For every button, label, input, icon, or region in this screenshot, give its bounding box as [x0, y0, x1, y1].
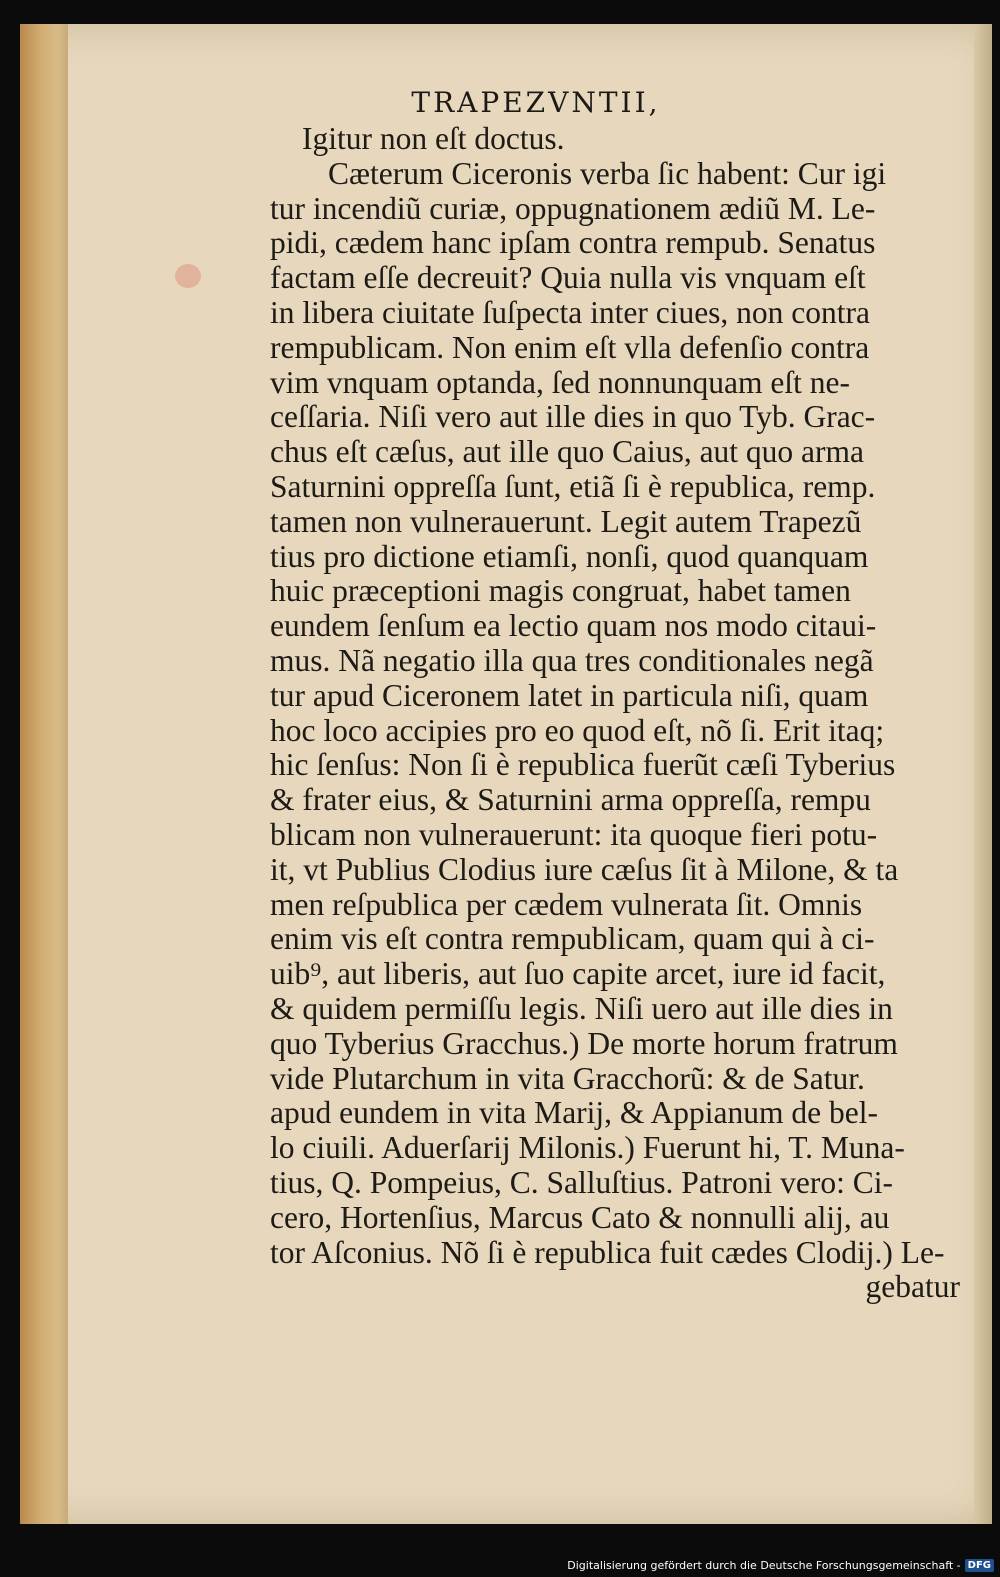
text-line: chus eſt cæſus, aut ille quo Caius, aut quo arma: [270, 434, 865, 470]
text-line: lo ciuili. Aduerſarij Milonis.) Fuerunt hi, T. Muna-: [270, 1130, 905, 1166]
text-line: & frater eius, & Saturnini arma oppreſſa, rempu: [270, 782, 871, 818]
text-line: rempublicam. Non enim eſt vlla defenſio contra: [270, 329, 870, 365]
text-line: tius, Q. Pompeius, C. Salluſtius. Patroni vero: Ci-: [270, 1164, 894, 1200]
text-line: pidi, cædem hanc ipſam contra rempub. Senatus: [270, 225, 876, 261]
page-right-edge: [974, 24, 992, 1524]
text-line: tor Aſconius. Nõ ſi è republica fuit cædes Clodij.) Le-: [270, 1234, 945, 1270]
catchword: gebatur: [865, 1269, 960, 1305]
running-header: TRAPEZVNTII,: [411, 86, 661, 119]
digitization-credit: [567, 1555, 994, 1575]
text-line: Igitur non eſt doctus.: [302, 121, 565, 156]
text-line: Saturnini oppreſſa ſunt, etiã ſi è republica, remp.: [270, 468, 876, 504]
dfg-logo: DFG: [965, 1559, 994, 1572]
text-line: vide Plutarchum in vita Gracchorũ: & de Satur.: [270, 1060, 865, 1096]
page-stain: [175, 264, 201, 288]
text-line: mus. Nã negatio illa qua tres conditionales negã: [270, 642, 874, 678]
text-block: [270, 122, 970, 1305]
text-line: tius pro dictione etiamſi, nonſi, quod quanquam: [270, 538, 869, 574]
book-page: [20, 24, 992, 1524]
text-line: blicam non vulnerauerunt: ita quoque fieri potu-: [270, 816, 878, 852]
text-line: in libera ciuitate ſuſpecta inter ciues, non contra: [270, 294, 871, 330]
book-binding-edge: [20, 24, 68, 1524]
text-line: ceſſaria. Niſi vero aut ille dies in quo Tyb. Grac-: [270, 399, 876, 435]
text-line: enim vis eſt contra rempublicam, quam qui à ci-: [270, 921, 875, 957]
text-line: hoc loco accipies pro eo quod eſt, nõ ſi. Erit itaq;: [270, 712, 885, 748]
text-line: tur incendiũ curiæ, oppugnationem ædiũ M. Le-: [270, 190, 876, 226]
text-line: tamen non vulnerauerunt. Legit autem Trapezũ: [270, 503, 862, 539]
text-line: hic ſenſus: Non ſi è republica fuerũt cæſi Tyberius: [270, 747, 896, 783]
text-line: men reſpublica per cædem vulnerata ſit. Omnis: [270, 886, 863, 922]
text-line: apud eundem in vita Marij, & Appianum de bel-: [270, 1095, 878, 1131]
text-line: factam eſſe decreuit? Quia nulla vis vnquam eſt: [270, 260, 866, 296]
text-line: uib⁹, aut liberis, aut ſuo capite arcet, iure id facit,: [270, 956, 886, 992]
text-line: it, vt Publius Clodius iure cæſus ſit à Milone, & ta: [270, 851, 899, 887]
credit-text: Digitalisierung gefördert durch die Deutsche Forschungsgemeinschaft -: [567, 1558, 961, 1572]
text-line: eundem ſenſum ea lectio quam nos modo citaui-: [270, 608, 877, 644]
text-line: vim vnquam optanda, ſed nonnunquam eſt ne-: [270, 364, 850, 400]
text-line: Cæterum Ciceronis verba ſic habent: Cur igi: [328, 155, 887, 191]
text-line: tur apud Ciceronem latet in particula niſi, quam: [270, 677, 869, 713]
text-line: & quidem permiſſu legis. Niſi uero aut ille dies in: [270, 990, 893, 1026]
text-line: cero, Hortenſius, Marcus Cato & nonnulli alij, au: [270, 1199, 890, 1235]
text-line: huic præceptioni magis congruat, habet tamen: [270, 573, 851, 609]
text-line: quo Tyberius Gracchus.) De morte horum fratrum: [270, 1025, 898, 1061]
